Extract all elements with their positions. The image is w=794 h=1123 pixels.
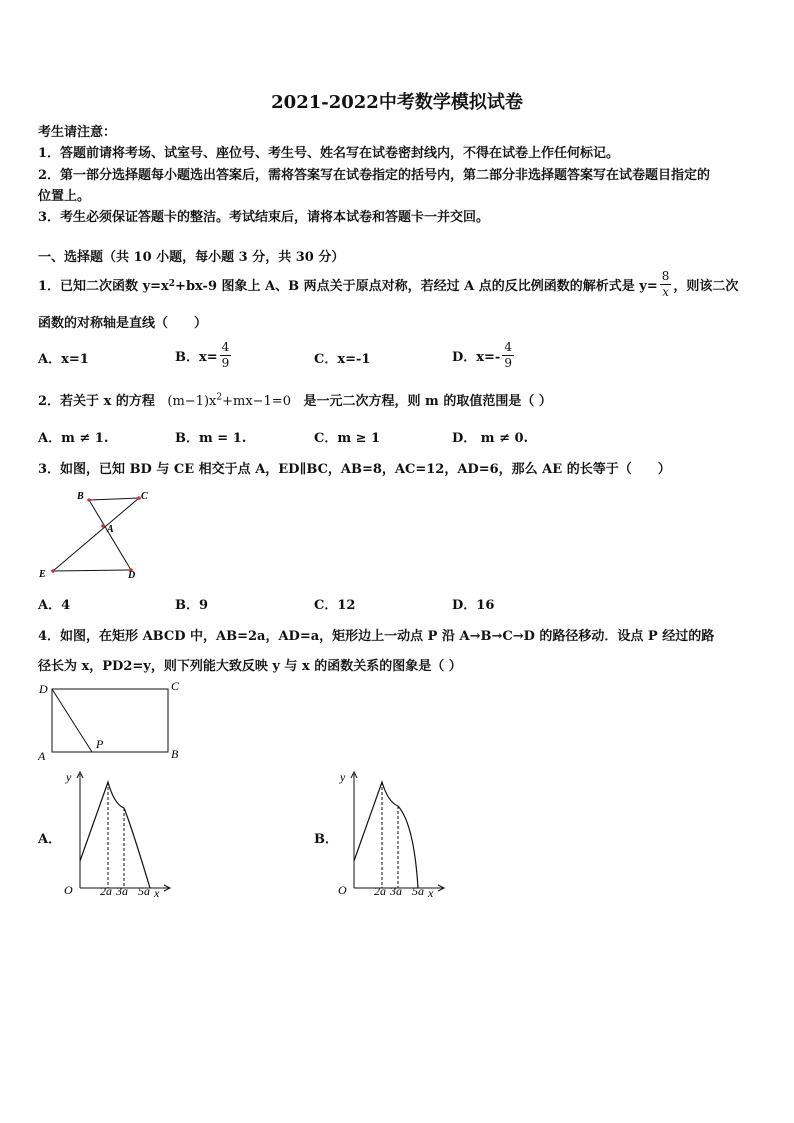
q2-text-post: 是一元二次方程，则 m 的取值范围是（ ） <box>303 394 552 409</box>
q4-graph-a-curve <box>80 782 150 888</box>
q4-graph-a-tick-3a: 3a <box>116 884 128 898</box>
q1-option-d-text: D．x=- <box>452 349 501 365</box>
q3-point-b <box>87 498 91 502</box>
q3-figure <box>35 485 148 585</box>
q3-option-a[interactable]: A．4 <box>38 598 71 613</box>
q4-graph-a-y-label: y <box>66 770 72 784</box>
q3-option-c[interactable]: C．12 <box>314 598 356 613</box>
q4-rectangle <box>52 689 168 752</box>
q3-label-c: C <box>141 491 148 502</box>
q1-option-b-text: B．x= <box>175 349 218 365</box>
q4-graph-b-origin: O <box>338 883 347 897</box>
q4-graph-b-tick-3a: 3a <box>390 884 402 898</box>
q3-option-d[interactable]: D．16 <box>452 598 495 613</box>
q3-segment-bc <box>89 498 139 500</box>
q1-option-c[interactable]: C．x=-1 <box>314 352 371 367</box>
q4-stem-cont: 径长为 x，PD2=y，则下列能大致反映 y 与 x 的函数关系的图象是（ ） <box>38 659 462 674</box>
q4-graph-b-tick-2a: 2a <box>374 884 386 898</box>
q1-b-den: 9 <box>221 355 230 370</box>
q4-graph-a-x-label: x <box>154 886 160 900</box>
q4-graph-b[interactable] <box>332 768 452 903</box>
q4-graph-a-origin: O <box>64 883 73 897</box>
q2-eq-b: +mx−1=0 <box>222 394 291 409</box>
q3-option-b[interactable]: B．9 <box>175 598 209 613</box>
q1-sup: 2 <box>168 279 176 289</box>
q2-eq-sup: 2 <box>216 392 223 403</box>
q4-graph-b-tick-5a: 5a <box>412 884 424 898</box>
q4-rectangle-figure <box>34 676 194 766</box>
q3-point-a <box>101 524 105 528</box>
q4-option-a-label[interactable]: A． <box>38 832 62 847</box>
page-title: 2021-2022中考数学模拟试卷 <box>271 92 523 113</box>
notice-item-2: 2．第一部分选择题每小题选出答案后，需将答案写在试卷指定的括号内，第二部分非选择题答案写在试卷题目指定的 <box>38 168 711 183</box>
q4-graph-b-curve <box>354 782 418 888</box>
notice-heading: 考生请注意： <box>38 125 117 140</box>
notice-item-2-cont: 位置上。 <box>38 189 91 204</box>
q3-label-a: A <box>107 524 114 535</box>
notice-item-3: 3．考生必须保证答题卡的整洁。考试结束后，请将本试卷和答题卡一并交回。 <box>38 210 490 225</box>
q3-label-d: D <box>128 570 136 581</box>
q1-frac-den: x <box>662 284 669 299</box>
section-heading: 一、选择题（共 10 小题，每小题 3 分，共 30 分） <box>38 250 345 265</box>
q2-eq-a: (m−1)x <box>167 394 217 409</box>
q2-option-d[interactable]: D． m ≠ 0. <box>452 431 529 446</box>
q1-option-d[interactable] <box>452 337 516 373</box>
q4-label-d: D <box>39 682 48 696</box>
q4-stem: 4．如图，在矩形 ABCD 中，AB=2a，AD=a，矩形边上一动点 P 沿 A→B→C→D 的路径移动．设点 P 经过的路 <box>38 629 715 644</box>
q1-d-den: 9 <box>504 355 512 370</box>
q1-stem <box>38 266 738 302</box>
q1-text-b: +bx-9 图象上 A、B 两点关于原点对称，若经过 A 点的反比例函数的解析式是 y= <box>175 278 658 294</box>
q3-point-e <box>51 569 55 573</box>
q4-graph-a-tick-5a: 5a <box>138 884 150 898</box>
q1-text-a: 1．已知二次函数 y=x <box>38 278 169 294</box>
q1-option-d-frac <box>502 340 514 371</box>
q3-label-b: B <box>77 491 84 502</box>
q4-graph-a-tick-2a: 2a <box>100 884 112 898</box>
q4-label-a: A <box>38 749 46 763</box>
q1-frac-num: 8 <box>661 268 670 283</box>
q2-stem <box>38 390 552 409</box>
q2-option-b[interactable]: B．m = 1. <box>175 431 247 446</box>
q3-segment-ed <box>53 570 131 571</box>
q4-option-b-label[interactable]: B． <box>314 832 338 847</box>
q4-label-b: B <box>171 747 179 761</box>
q2-equation <box>167 394 291 409</box>
q3-segment-ce <box>53 498 139 571</box>
q1-b-num: 4 <box>221 339 230 354</box>
q3-label-e: E <box>39 569 46 580</box>
q2-text-pre: 2．若关于 x 的方程 <box>38 394 155 409</box>
q4-graph-b-x-label: x <box>428 886 434 900</box>
q1-d-num: 4 <box>504 339 512 354</box>
q4-graph-b-y-label: y <box>340 770 346 784</box>
q3-stem: 3．如图，已知 BD 与 CE 相交于点 A，ED∥BC，AB=8，AC=12，AD=6，那么 AE 的长等于（ ） <box>38 462 671 477</box>
q2-option-c[interactable]: C．m ≥ 1 <box>314 431 381 446</box>
q1-option-b-frac <box>220 340 232 371</box>
q4-segment-pd <box>52 689 92 752</box>
q1-option-a[interactable]: A．x=1 <box>38 352 89 367</box>
q4-label-c: C <box>171 679 180 693</box>
q4-graph-a[interactable] <box>58 768 178 903</box>
q1-stem-cont: 函数的对称轴是直线（ ） <box>38 316 208 331</box>
q4-label-p: P <box>96 737 104 751</box>
notice-item-1: 1．答题前请将考场、试室号、座位号、考生号、姓名写在试卷密封线内，不得在试卷上作任何标记。 <box>38 146 620 161</box>
q1-text-c: ，则该二次 <box>673 278 739 294</box>
q2-option-a[interactable]: A．m ≠ 1. <box>38 431 109 446</box>
q1-option-b[interactable] <box>175 337 233 373</box>
q1-fraction <box>660 269 672 300</box>
